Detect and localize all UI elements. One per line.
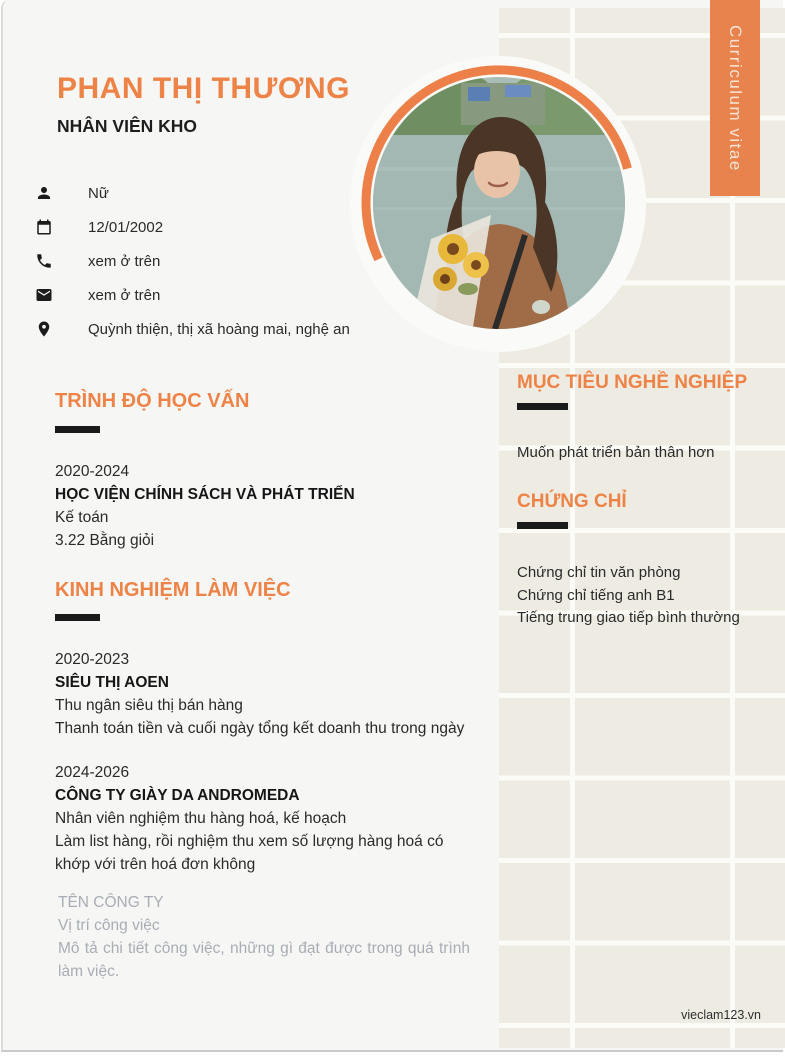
experience-description: Làm list hàng, rồi nghiệm thu xem số lượng hàng hoá có khớp với trên hoá đơn không [55, 833, 444, 873]
education-entry [55, 460, 471, 552]
contact-row-address [35, 312, 350, 346]
certificates-underline [517, 522, 568, 529]
experience-entry-2 [55, 761, 471, 876]
education-result: 3.22 Bằng giỏi [55, 532, 155, 549]
contact-list [35, 176, 350, 346]
objective-heading: MỤC TIÊU NGHỀ NGHIỆP [517, 372, 748, 393]
experience-description: Thanh toán tiền và cuối ngày tổng kết doanh thu trong ngày [55, 720, 465, 737]
candidate-name: PHAN THỊ THƯƠNG [57, 72, 350, 105]
experience-company: CÔNG TY GIÀY DA ANDROMEDA [55, 787, 300, 804]
contact-row-email [35, 278, 350, 312]
certificates-list [517, 562, 773, 630]
contact-address: Quỳnh thiện, thị xã hoàng mai, nghệ an [88, 320, 350, 338]
contact-row-phone [35, 244, 350, 278]
certificates-heading: CHỨNG CHỈ [517, 491, 627, 512]
experience-company: SIÊU THỊ AOEN [55, 674, 169, 691]
contact-gender: Nữ [88, 184, 109, 202]
curriculum-vitae-label: Curriculum vitae [726, 24, 745, 172]
objective-underline [517, 403, 568, 410]
experience-heading: KINH NGHIỆM LÀM VIỆC [55, 579, 291, 601]
contact-birthdate: 12/01/2002 [88, 218, 164, 236]
experience-period: 2020-2023 [55, 651, 130, 668]
education-underline [55, 426, 100, 433]
curriculum-vitae-tab [710, 0, 760, 196]
experience-role: Thu ngân siêu thị bán hàng [55, 697, 243, 714]
contact-phone: xem ở trên [88, 252, 161, 270]
phone-icon [35, 252, 53, 270]
person-icon [35, 184, 53, 202]
education-major: Kế toán [55, 509, 109, 526]
education-school: HỌC VIỆN CHÍNH SÁCH VÀ PHÁT TRIỂN [55, 486, 355, 503]
contact-email: xem ở trên [88, 286, 161, 304]
envelope-icon [35, 286, 53, 304]
contact-row-gender [35, 176, 350, 210]
certificate-item: Chứng chỉ tin văn phòng [517, 564, 681, 581]
education-period: 2020-2024 [55, 463, 130, 480]
location-icon [35, 320, 53, 338]
experience-role: Nhân viên nghiệm thu hàng hoá, kế hoạch [55, 810, 347, 827]
placeholder-role: Vị trí công việc [58, 917, 160, 934]
contact-row-birthdate [35, 210, 350, 244]
experience-underline [55, 614, 100, 621]
experience-placeholder [58, 891, 470, 983]
certificate-item: Chứng chỉ tiếng anh B1 [517, 586, 675, 604]
certificate-item: Tiếng trung giao tiếp bình thường [517, 609, 740, 626]
candidate-job-title: NHÂN VIÊN KHO [57, 116, 198, 136]
profile-photo [373, 77, 625, 329]
experience-period: 2024-2026 [55, 764, 130, 781]
objective-text: Muốn phát triển bản thân hơn [517, 444, 715, 461]
experience-entry-1 [55, 648, 471, 740]
education-heading: TRÌNH ĐỘ HỌC VẤN [55, 390, 250, 412]
placeholder-description: Mô tả chi tiết công việc, những gì đạt được trong quá trình làm việc. [58, 940, 470, 980]
calendar-icon [35, 218, 53, 236]
watermark: vieclam123.vn [681, 1008, 761, 1022]
placeholder-company: TÊN CÔNG TY [58, 894, 164, 911]
